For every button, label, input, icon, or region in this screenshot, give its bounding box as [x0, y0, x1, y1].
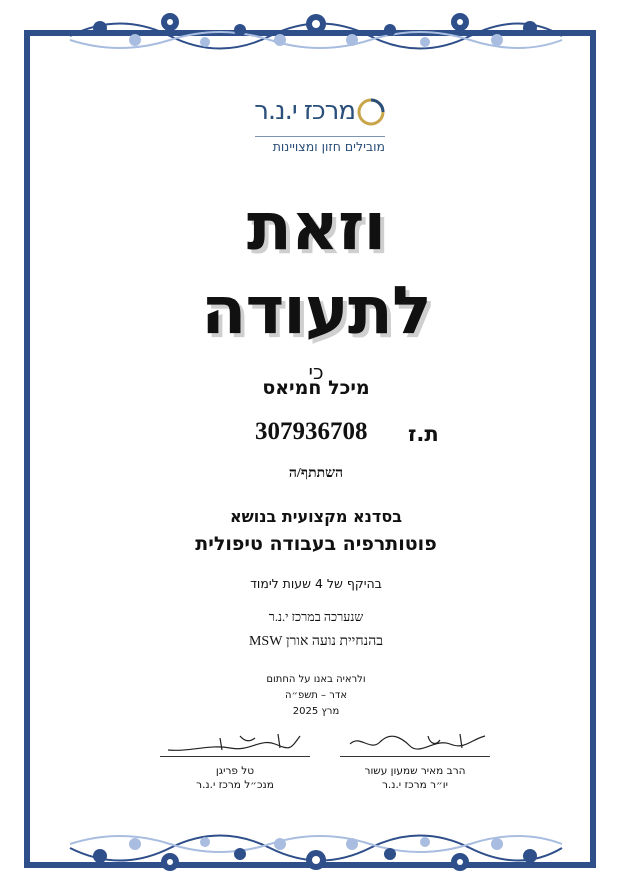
handwritten-signature-left — [160, 730, 310, 756]
signer-role-right: יו״ר מרכז י.נ.ר — [382, 779, 448, 791]
hebrew-date: אדר – תשפ״ה — [284, 690, 348, 701]
course-hours: בהיקף של 4 שעות לימוד — [250, 576, 382, 591]
signer-role-left: מנכ״ל מרכז י.נ.ר — [196, 779, 274, 791]
logo-tagline: מובילים חזון ומצויינות — [272, 139, 385, 154]
organization-logo — [245, 96, 385, 166]
guided-by-text: בהנחיית נועה אורן MSW — [248, 634, 383, 649]
signer-name-left: טל פריגן — [215, 765, 255, 777]
signature-line-left — [160, 756, 310, 757]
logo-ring-icon — [357, 98, 385, 126]
floral-ornament-top — [60, 6, 572, 58]
logo-divider — [255, 136, 385, 137]
id-label: ת.ז — [408, 422, 439, 446]
signature-line-right — [340, 756, 490, 757]
signoff-line-1: ולראיה באנו על החתום — [266, 674, 366, 685]
signer-name-right: הרב מאיר שמעון עשור — [364, 765, 466, 777]
intro-text: כי — [308, 360, 324, 384]
title-line-2: לתעודה — [201, 272, 431, 349]
course-title: פוטותרפיה בעבודה טיפולית — [195, 533, 437, 555]
signature-block-left — [150, 730, 320, 791]
id-row — [0, 418, 632, 450]
gregorian-date: מרץ 2025 — [292, 706, 340, 717]
handwritten-signature-right — [340, 730, 490, 756]
course-line-1: בסדנא מקצועית בנושא — [230, 507, 402, 526]
id-number: 307936708 — [255, 418, 368, 445]
held-at-text: שנערכה במרכז י.נ.ר — [268, 610, 364, 624]
signature-block-right — [330, 730, 500, 791]
logo-name: מרכז י.נ.ר — [254, 96, 355, 126]
participated-text: השתתף/ה — [288, 466, 344, 481]
title-line-1: וזאת — [246, 188, 386, 265]
floral-ornament-bottom — [60, 826, 572, 878]
recipient-name: מיכל חמיאס — [262, 377, 370, 399]
